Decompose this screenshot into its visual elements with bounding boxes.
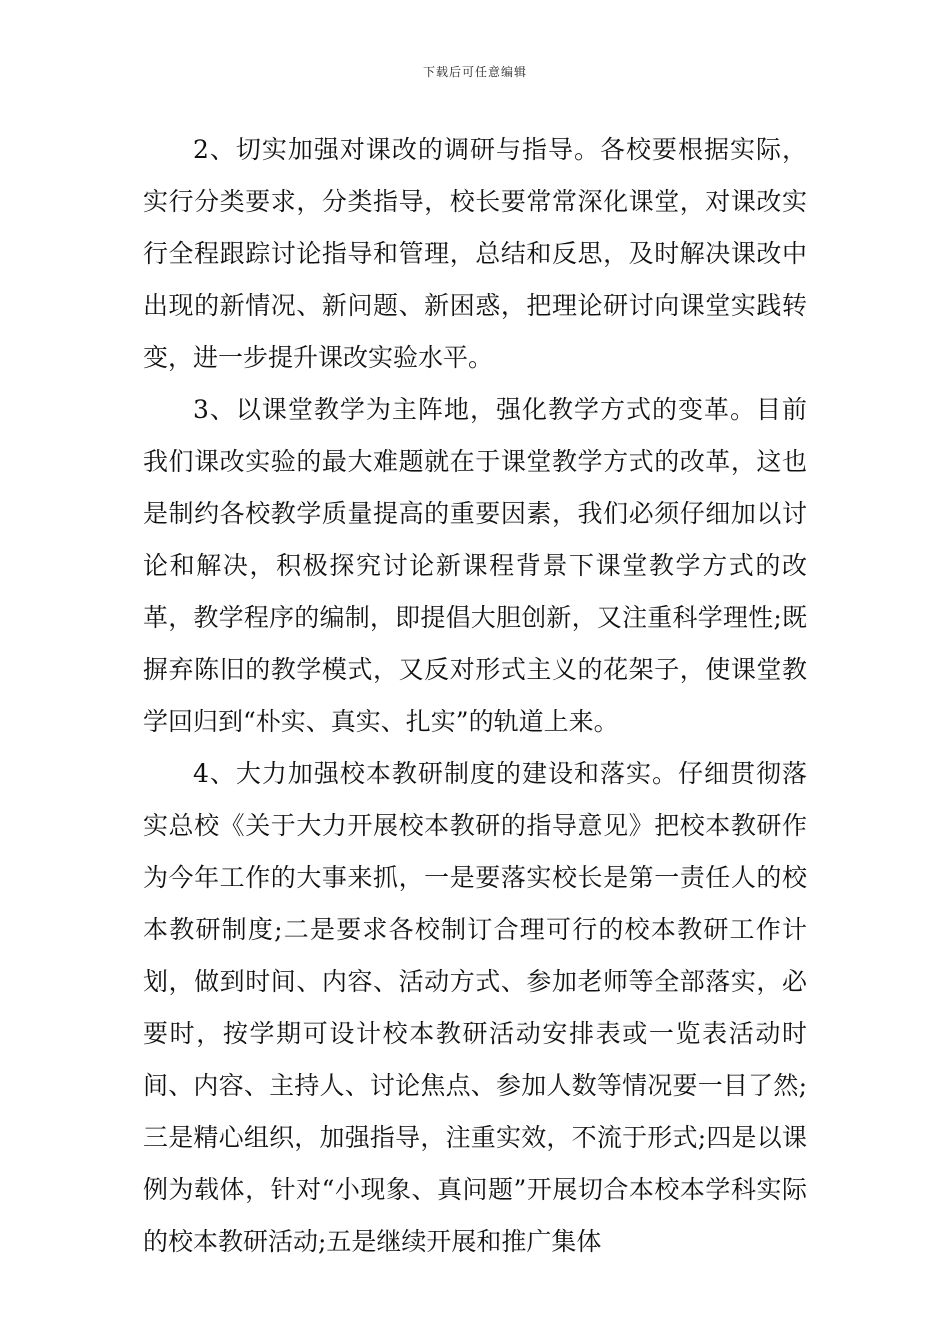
- paragraph-2: 2、切实加强对课改的调研与指导。各校要根据实际，实行分类要求，分类指导，校长要常常深化课堂，对课改实行全程跟踪讨论指导和管理，总结和反思，及时解决课改中出现的新情况、新问题、新困惑，把理论研讨向课堂实践转变，进一步提升课改实验水平。: [143, 135, 807, 372]
- paragraph-4: 4、大力加强校本教研制度的建设和落实。仔细贯彻落实总校《关于大力开展校本教研的指导意见》把校本教研作为今年工作的大事来抓，一是要落实校长是第一责任人的校本教研制度;二是要求各校制订合理可行的校本教研工作计划，做到时间、内容、活动方式、参加老师等全部落实，必要时，按学期可设计校本教研活动安排表或一览表活动时间、内容、主持人、讨论焦点、参加人数等情况要一目了然;三是精心组织，加强指导，注重实效，不流于形式;四是以课例为载体，针对“小现象、真问题”开展切合本校本学科实际的校本教研活动;五是继续开展和推广集体: [143, 759, 807, 1256]
- page-header: 下载后可任意编辑: [422, 65, 527, 79]
- document-body: [143, 124, 807, 1268]
- paragraph-3: 3、以课堂教学为主阵地，强化教学方式的变革。目前我们课改实验的最大难题就在于课堂教学方式的改革，这也是制约各校教学质量提高的重要因素，我们必须仔细加以讨论和解决，积极探究讨论新课程背景下课堂教学方式的改革，教学程序的编制，即提倡大胆创新，又注重科学理性;既摒弃陈旧的教学模式，又反对形式主义的花架子，使课堂教学回归到“朴实、真实、扎实”的轨道上来。: [143, 395, 807, 736]
